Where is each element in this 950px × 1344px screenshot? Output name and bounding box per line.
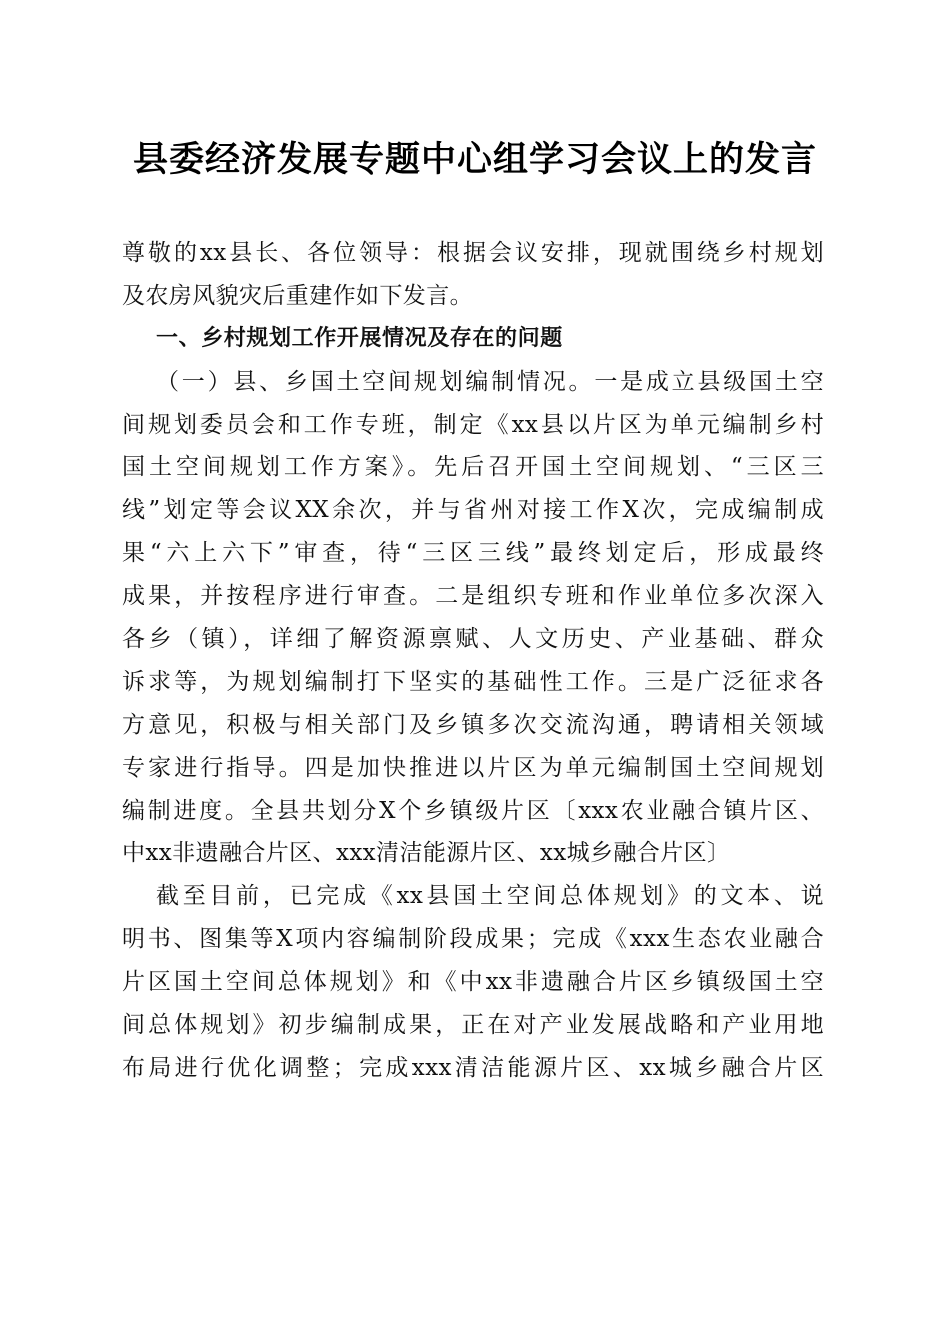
section-heading: 一、乡村规划工作开展情况及存在的问题	[156, 325, 563, 351]
paragraph-line: 布局进行优化调整；完成xxx清洁能源片区、xx城乡融合片区	[122, 1054, 824, 1081]
paragraph-line: 线”划定等会议XX余次，并与省州对接工作X次，完成编制成	[122, 497, 824, 524]
paragraph-line: 果“六上六下”审查，待“三区三线”最终划定后，形成最终	[122, 540, 824, 567]
paragraph-line: 专家进行指导。四是加快推进以片区为单元编制国土空间规划	[122, 754, 824, 781]
paragraph-line: 编制进度。全县共划分X个乡镇级片区〔xxx农业融合镇片区、	[122, 797, 824, 824]
document-body	[122, 232, 824, 1090]
paragraph-line: 诉求等，为规划编制打下坚实的基础性工作。三是广泛征求各	[122, 668, 824, 695]
paragraph-line: 片区国土空间总体规划》和《中xx非遗融合片区乡镇级国土空	[122, 969, 824, 996]
paragraph-line: 截至目前，已完成《xx县国土空间总体规划》的文本、说	[156, 883, 824, 910]
paragraph-line: 中xx非遗融合片区、xxx清洁能源片区、xx城乡融合片区〕	[122, 840, 731, 867]
paragraph-line: 及农房风貌灾后重建作如下发言。	[122, 282, 473, 309]
paragraph-line: 间总体规划》初步编制成果，正在对产业发展战略和产业用地	[122, 1012, 824, 1039]
paragraph-line: 明书、图集等X项内容编制阶段成果；完成《xxx生态农业融合	[122, 926, 824, 953]
paragraph-line: 各乡（镇），详细了解资源禀赋、人文历史、产业基础、群众	[122, 626, 824, 653]
paragraph-line: 尊敬的xx县长、各位领导：根据会议安排，现就围绕乡村规划	[122, 240, 824, 266]
paragraph-line: （一）县、乡国土空间规划编制情况。一是成立县级国土空	[156, 368, 824, 395]
paragraph-line: 间规划委员会和工作专班，制定《xx县以片区为单元编制乡村	[122, 411, 824, 438]
paragraph-line: 成果，并按程序进行审查。二是组织专班和作业单位多次深入	[122, 583, 824, 610]
paragraph-line: 国土空间规划工作方案》。先后召开国土空间规划、“三区三	[122, 454, 824, 481]
paragraph-line: 方意见，积极与相关部门及乡镇多次交流沟通，聘请相关领域	[122, 711, 824, 738]
document-title: 县委经济发展专题中心组学习会议上的发言	[132, 140, 817, 180]
